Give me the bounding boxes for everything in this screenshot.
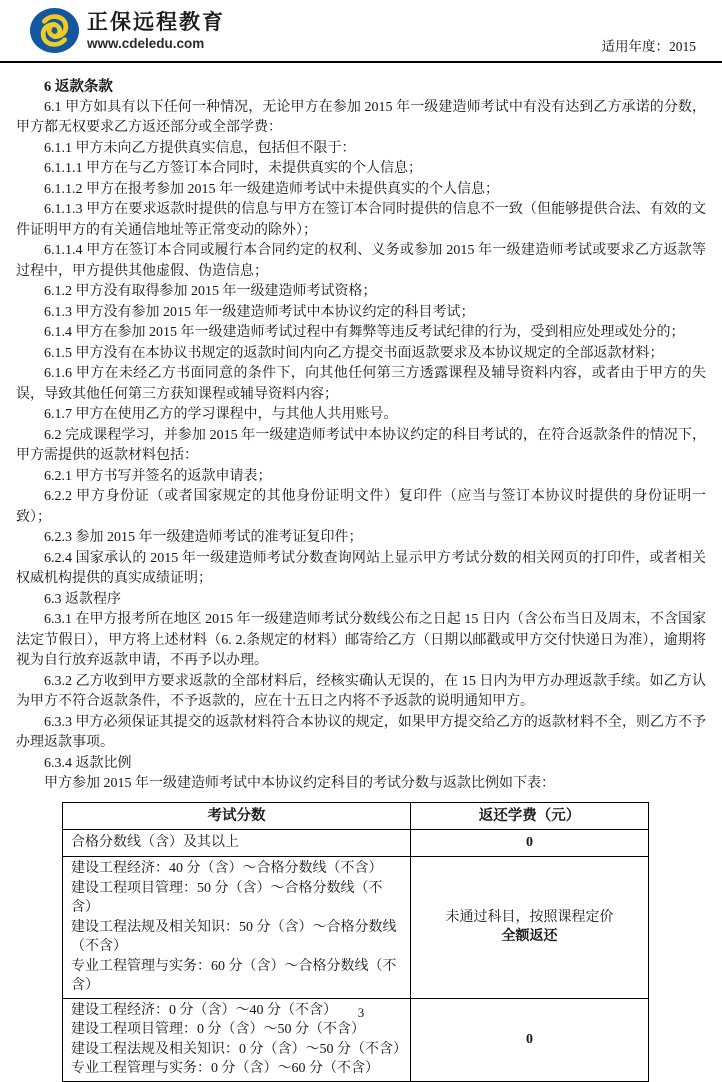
swirl-logo-icon: [30, 8, 79, 53]
refund-line: 0: [526, 835, 533, 851]
table-row: [63, 857, 649, 999]
refund-table-body: [63, 830, 649, 1082]
clause-paragraph: 6.1.5 甲方没有在本协议书规定的返款时间内向乙方提交书面返款要求及本协议规定的全部返款材料；: [44, 345, 664, 361]
score-line: 建设工程经济：40 分（含）～合格分数线（不含）: [71, 861, 383, 876]
clause-paragraph: 6.2.1 甲方书写并签名的返款申请表；: [44, 468, 272, 484]
score-line: 建设工程项目管理：50 分（含）～合格分数线（不含）: [71, 880, 383, 915]
brand-logo: [30, 8, 225, 53]
score-line: 建设工程法规及相关知识：50 分（含）～合格分数线（不含）: [71, 919, 397, 954]
clause-paragraph: 6.1.4 甲方在参加 2015 年一级建造师考试过程中有舞弊等违反考试纪律的行为，受到相应处理或处分的；: [44, 325, 685, 340]
clause-paragraph: 6.1.1 甲方未向乙方提供真实信息，包括但不限于：: [44, 140, 356, 156]
refund-line: 未通过科目，按照课程定价: [445, 909, 614, 925]
score-line: 专业工程管理与实务：60 分（含）～合格分数线（不含）: [71, 958, 397, 993]
clause-paragraph: 6.1 甲方如具有以下任何一种情况，无论甲方在参加 2015 年一级建造师考试中有没有达到乙方承诺的分数，甲方都无权要求乙方返还部分或全部学费：: [16, 99, 706, 135]
clause-paragraph: 6.3.4 返款比例: [44, 755, 132, 771]
refund-line: 0: [526, 1031, 533, 1047]
clause-paragraph: 6.3.2 乙方收到甲方要求返款的全部材料后，经核实确认无误的，在 15 日内为甲方办理返款手续。如乙方认为甲方不符合返款条件，不予返款的，应在十五日之内将不予返款的说明通知甲方。: [16, 673, 706, 709]
refund-line: 全额返还: [501, 929, 558, 945]
refund-cell: [411, 857, 649, 999]
clause-paragraph: 6.1.1.3 甲方在要求返款时提供的信息与甲方在签订本合同时提供的信息不一致（但能够提供合法、有效的文件证明甲方的有关通信地址等正常变动的除外）；: [16, 202, 706, 238]
score-line: 合格分数线（含）及其以上: [71, 835, 239, 851]
page-number: 3: [357, 1005, 365, 1020]
clause-paragraph: 6.2.3 参加 2015 年一级建造师考试的准考证复印件；: [44, 530, 363, 545]
brand-url: www.cdeledu.com: [87, 36, 205, 51]
score-line: 建设工程法规及相关知识：0 分（含）～50 分（不含）: [71, 1041, 407, 1057]
clause-paragraph: 6.1.1.4 甲方在签订本合同或履行本合同约定的权利、义务或参加 2015 年一级建造师考试或要求乙方返款等过程中，甲方提供其他虚假、伪造信息；: [16, 243, 706, 279]
clause-paragraph: 6.1.2 甲方没有取得参加 2015 年一级建造师考试资格；: [44, 284, 377, 299]
score-cell: [63, 830, 411, 857]
score-line: 建设工程经济：0 分（含）～40 分（不含）: [71, 1002, 337, 1018]
clause-paragraph: 6.1.3 甲方没有参加 2015 年一级建造师考试中本协议约定的科目考试；: [44, 304, 475, 320]
clause-paragraph: 6.2.4 国家承认的 2015 年一级建造师考试分数查询网站上显示甲方考试分数的相关网页的打印件，或者相关权威机构提供的真实成绩证明；: [16, 550, 706, 586]
score-cell: [63, 857, 411, 999]
clause-paragraph: 6.2.2 甲方身份证（或者国家规定的其他身份证明文件）复印件（应当与签订本协议时提供的身份证明一致）；: [16, 489, 706, 525]
column-header: 考试分数: [63, 802, 411, 830]
brand-name: 正保远程教育: [87, 11, 225, 34]
document-body: [0, 63, 722, 1082]
table-row: [63, 830, 649, 857]
refund-cell: [411, 830, 649, 857]
clause-paragraph: 6.3.3 甲方必须保证其提交的返款材料符合本协议的规定，如果甲方提交给乙方的返款材料不全，则乙方不予办理返款事项。: [16, 714, 706, 750]
clause-paragraph: 甲方参加 2015 年一级建造师考试中本协议约定科目的考试分数与返款比例如下表：: [44, 776, 555, 791]
section-title: 6 返款条款: [44, 79, 113, 95]
clause-paragraph: 6.1.1.1 甲方在与乙方签订本合同时，未提供真实的个人信息；: [44, 161, 422, 176]
refund-table: [62, 802, 649, 1082]
clauses: [16, 98, 706, 795]
clause-paragraph: 6.2 完成课程学习，并参加 2015 年一级建造师考试中本协议约定的科目考试的，在符合返款条件的情况下，甲方需提供的返款材料包括：: [16, 427, 706, 463]
page-header: [0, 0, 722, 63]
score-line: 专业工程管理与实务：0 分（含）～60 分（不含）: [71, 1061, 379, 1076]
clause-paragraph: 6.1.6 甲方在未经乙方书面同意的条件下，向其他任何第三方透露课程及辅导资料内容，或者由于甲方的失误，导致其他任何第三方获知课程或辅导资料内容；: [16, 366, 706, 402]
table-header-row: [63, 802, 649, 830]
clause-paragraph: 6.3 返款程序: [44, 591, 121, 607]
clause-paragraph: 6.1.7 甲方在使用乙方的学习课程中，与其他人共用账号。: [44, 407, 398, 422]
applicable-year-label: 适用年度：2015: [601, 39, 696, 54]
clause-paragraph: 6.1.1.2 甲方在报考参加 2015 年一级建造师考试中未提供真实的个人信息；: [44, 181, 499, 197]
column-header: 返还学费（元）: [411, 802, 649, 830]
score-line: 建设工程项目管理：0 分（含）～50 分（不含）: [71, 1022, 365, 1037]
clause-paragraph: 6.3.1 在甲方报考所在地区 2015 年一级建造师考试分数线公布之日起 15 日内（含公布当日及周末，不含国家法定节假日），甲方将上述材料（6. 2.条规定的材料）邮寄给乙方（日期以邮戳或甲方交付快递日为准），逾期将视为自行放弃返款申请，不再予以办理。: [16, 612, 706, 668]
